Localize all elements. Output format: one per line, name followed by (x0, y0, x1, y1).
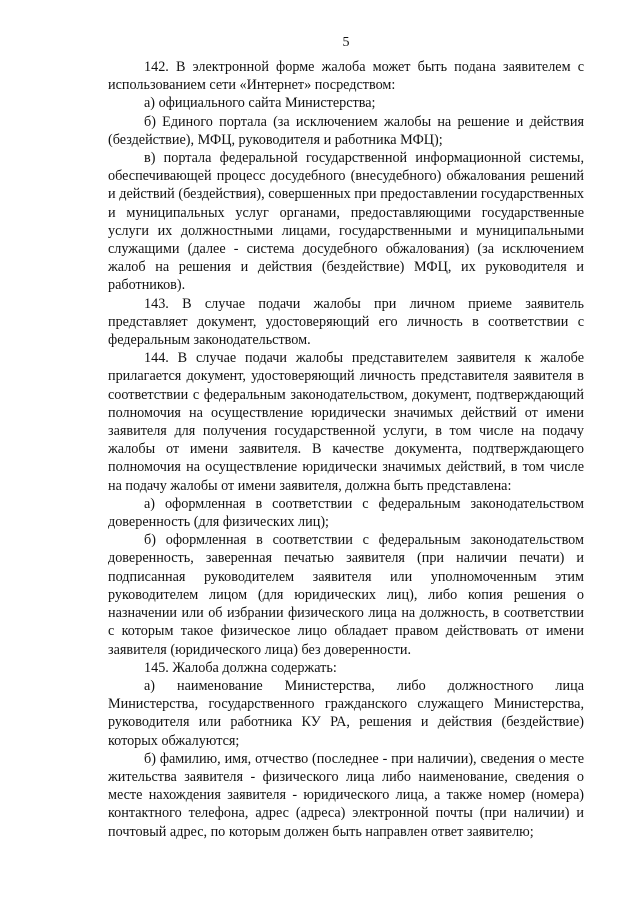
list-item-142-v: в) портала федеральной государственной информационной системы, обеспечивающей процесс досудебного (внесудебного) обжалования решений и действий (бездействия), совершенных при предоставлении государственных и муниципальных услуг органами, предоставляющими государственные услуги их должностными лицами, государственными и муниципальными служащими (далее - система досудебного обжалования) (за исключением жалоб на решения и действия (бездействие) МФЦ, их руководителя и работников). (108, 150, 584, 294)
list-item-144-b: б) оформленная в соответствии с федеральным законодательством доверенность, заверенная печатью заявителя (при наличии печати) и подписанная руководителем заявителя или уполномоченным этим руководителем лицом (для юридических лиц), либо копия решения о назначении или об избрании физического лица на должность, в соответствии с которым такое физическое лицо обладает правом действовать от имени заявителя (юридического лица) без доверенности. (108, 532, 584, 658)
list-item-142-b: б) Единого портала (за исключением жалобы на решение и действия (бездействие), МФЦ, руководителя и работника МФЦ); (108, 113, 584, 148)
list-item-145-a: а) наименование Министерства, либо должностного лица Министерства, государственного гражданского служащего Министерства, руководителя или работника КУ РА, решения и действия (бездействие) которых обжалуются; (108, 677, 584, 749)
list-item-145-b: б) фамилию, имя, отчество (последнее - при наличии), сведения о месте жительства заявителя - физического лица либо наименование, сведения о месте нахождения заявителя - юридического лица, а также номер (номера) контактного телефона, адрес (адреса) электронной почты (при наличии) и почтовый адрес, по которым должен быть направлен ответ заявителю; (108, 750, 584, 840)
list-item-142-a: а) официального сайта Министерства; (144, 95, 376, 112)
paragraph-142: 142. В электронной форме жалоба может быть подана заявителем с использованием сети «Интернет» посредством: (108, 59, 584, 94)
paragraph-144: 144. В случае подачи жалобы представителем заявителя к жалобе прилагается документ, удостоверяющий личность представителя заявителя в соответствии с федеральным законодательством, документ, подтверждающий полномочия на осуществление юридически значимых действий от имени заявителя для получения государственной услуги, в том числе на подачу жалобы от имени заявителя. В качестве документа, подтверждающего полномочия на осуществление юридически значимых действий, в том числе на подачу жалобы от имени заявителя, должна быть представлена: (108, 350, 584, 494)
list-item-144-a: а) оформленная в соответствии с федеральным законодательством доверенность (для физических лиц); (108, 495, 584, 531)
paragraph-143: 143. В случае подачи жалобы при личном приеме заявитель представляет документ, удостоверяющий его личность в соответствии с федеральным законодательством. (108, 295, 584, 349)
page-number: 5 (342, 35, 350, 50)
paragraph-145: 145. Жалоба должна содержать: (144, 659, 337, 676)
